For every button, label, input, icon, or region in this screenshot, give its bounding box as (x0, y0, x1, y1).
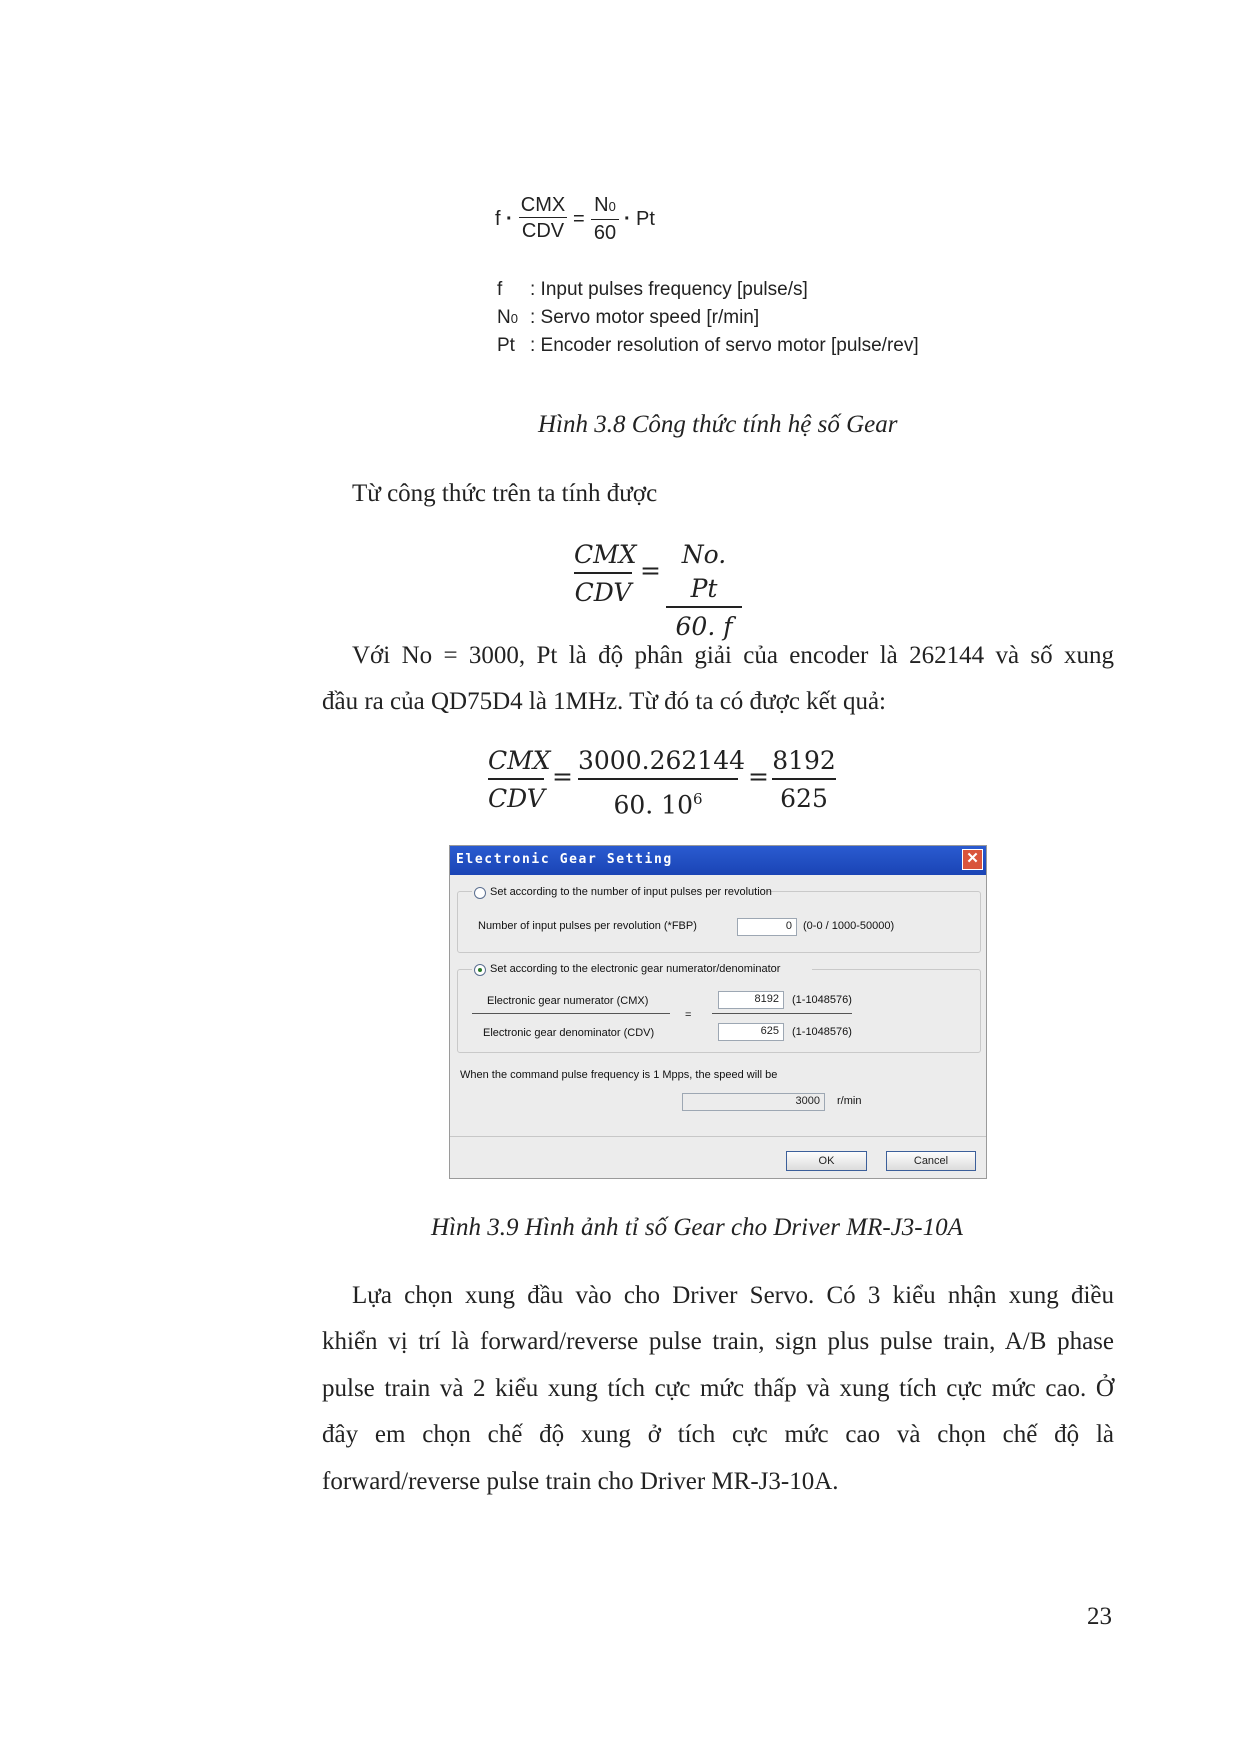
speed-field: 3000 (682, 1093, 825, 1111)
opt2-label: Set according to the electronic gear numerator/denominator (490, 963, 781, 975)
radio-gear-ratio[interactable] (474, 964, 486, 976)
fig38-formula (495, 193, 675, 249)
paragraph-2-line-2: đầu ra của QD75D4 là 1MHz. Từ đó ta có được kết quả: (322, 688, 887, 715)
dialog-footer-divider (450, 1136, 986, 1137)
fig38-caption: Hình 3.8 Công thức tính hệ số Gear (538, 411, 898, 438)
fig38-legend-f: f : Input pulses frequency [pulse/s] (497, 279, 808, 300)
speed-unit: r/min (837, 1095, 862, 1107)
paragraph-3-line-1: Lựa chọn xung đầu vào cho Driver Servo. Có 3 kiểu nhận xung điều (352, 1282, 1114, 1309)
cmx-label: Electronic gear numerator (CMX) (487, 995, 649, 1007)
cdv-input[interactable]: 625 (718, 1023, 784, 1041)
formula-1-eq: = (640, 556, 661, 585)
fig38-cdv: CDV (521, 220, 565, 242)
dialog-titlebar (450, 846, 986, 875)
speed-note: When the command pulse frequency is 1 Mpps, the speed will be (460, 1069, 778, 1081)
dialog-title: Electronic Gear Setting (456, 852, 673, 867)
formula-2-eq1: = (552, 762, 573, 791)
ratio-equals: = (685, 1009, 692, 1021)
formula-2-left: CMX CDV (488, 746, 551, 813)
fbp-range: (0-0 / 1000-50000) (803, 920, 895, 932)
fbp-label: Number of input pulses per revolution (*FBP) (478, 920, 697, 932)
formula-1 (574, 538, 744, 641)
formula-1-right: No. Pt 60. f (666, 538, 742, 646)
fig38-legend-n0: N0 : Servo motor speed [r/min] (497, 307, 760, 328)
cmx-range: (1-1048576) (792, 994, 852, 1006)
formula-2-middle: 3000.262144 60. $10^6$ (578, 746, 746, 820)
formula-1-left: CMX CDV (574, 540, 637, 607)
electronic-gear-dialog (449, 845, 987, 1179)
page-number: 23 (1087, 1603, 1112, 1630)
fig38-n0: N0 (594, 194, 616, 216)
fig38-f: f (495, 208, 501, 230)
opt1-label: Set according to the number of input pulses per revolution (490, 886, 772, 898)
paragraph-2-line-1: Với No = 3000, Pt là độ phân giải của encoder là 262144 và số xung (352, 642, 1114, 669)
label-fraction-bar (472, 1013, 670, 1014)
close-icon[interactable]: ✕ (962, 849, 983, 870)
fig38-legend-pt: Pt : Encoder resolution of servo motor [pulse/rev] (497, 335, 919, 356)
ok-button[interactable]: OK (786, 1151, 867, 1171)
formula-2-right: 8192 625 (772, 746, 836, 813)
cdv-label: Electronic gear denominator (CDV) (483, 1027, 655, 1039)
formula-2-eq2: = (748, 762, 769, 791)
cmx-input[interactable]: 8192 (718, 991, 784, 1009)
fig38-eq: = (573, 208, 585, 230)
value-fraction-bar (712, 1013, 852, 1014)
cancel-button[interactable]: Cancel (886, 1151, 976, 1171)
fbp-input[interactable]: 0 (737, 918, 797, 936)
formula-2 (488, 744, 838, 822)
fig38-dot2: · (624, 208, 631, 230)
fig38-dot1: · (506, 208, 513, 230)
fig38-frac-right (591, 193, 619, 246)
fig38-cmx: CMX (520, 194, 566, 216)
paragraph-3-line-3: pulse train và 2 kiểu xung tích cực mức thấp và xung tích cực mức cao. Ở (322, 1375, 1114, 1402)
fig39-caption: Hình 3.9 Hình ảnh tỉ số Gear cho Driver MR-J3-10A (431, 1214, 963, 1241)
paragraph-3-line-2: khiển vị trí là forward/reverse pulse train, sign plus pulse train, A/B phase (322, 1328, 1114, 1355)
paragraph-3-line-4: đây em chọn chế độ xung ở tích cực mức cao và chọn chế độ là (322, 1421, 1114, 1448)
fig38-frac-left (519, 193, 567, 244)
fig38-sixty: 60 (593, 222, 617, 244)
radio-input-pulses[interactable] (474, 887, 486, 899)
cdv-range: (1-1048576) (792, 1026, 852, 1038)
paragraph-3-line-5: forward/reverse pulse train cho Driver MR-J3-10A. (322, 1468, 839, 1495)
fig38-pt: Pt (636, 208, 655, 230)
paragraph-1: Từ công thức trên ta tính được (352, 480, 658, 507)
